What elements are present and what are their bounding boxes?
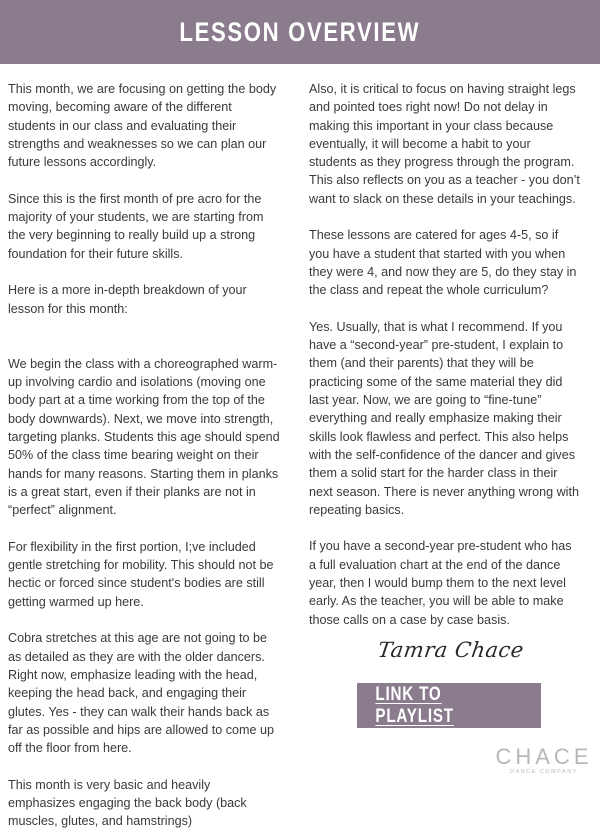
left-paragraph-6: Cobra stretches at this age are not going to be as detailed as they are with the older dancers. Right now, emphasize leading with the head, keeping the head back, and engaging their glutes. Yes - they can walk their hands back as far as possible and hips are allowed to come up off the floor from here. [8,631,275,756]
logo-name: CHACE [495,744,593,769]
left-paragraph-4: We begin the class with a choreographed warm-up involving cardio and isolations (moving one body part at a time working from the top of the body downwards). Next, we move into strength, targeting planks. Students this age should spend 50% of the class time bearing weight on their hands for many reasons. Starting them in planks is a great start, even if their planks are not in “perfect” alignment. [8,356,280,518]
left-column [8,80,280,831]
page-title: LESSON OVERVIEW [179,16,421,47]
link-to-playlist-button[interactable] [357,683,541,728]
left-paragraph-1: This month, we are focusing on getting the body moving, becoming aware of the different students in our class and evaluating their strengths and weaknesses so we can plan our future lessons accordingly. [8,82,277,170]
right-paragraph-3: Yes. Usually, that is what I recommend. If you have a “second-year” pre-student, I explain to them (and their parents) that they will be practicing some of the same material they did last year. Now, we are going to “fine-tune” everything and really emphasize making their skills look flawless and perfect. This also helps with the self-confidence of the dancer and gives them a solid start for the harder class in their next season. There is never anything wrong with repeating basics. [309,319,579,517]
right-paragraph-4: If you have a second-year pre-student who has a full evaluation chart at the end of the dance year, then I would bump them to the next level early. As the teacher, you will be able to make those calls on a case by case basis. [309,539,572,627]
logo-subtitle: DANCE COMPANY [510,769,578,775]
chace-logo [494,744,594,775]
right-column [309,80,581,629]
link-to-playlist-label: LINK TO PLAYLIST [375,683,454,727]
right-paragraph-2: These lessons are catered for ages 4-5, so if you have a student that started with you when they were 4, and now they are 5, do they stay in the class and repeat the whole curriculum? [309,228,577,298]
right-paragraph-1: Also, it is critical to focus on having straight legs and pointed toes right now! Do not delay in making this important in your class because eventually, it will become a habit to your students as they progress through the program. This also reflects on you as a teacher - you don’t want to slack on these details in your teachings. [309,82,580,206]
left-paragraph-2: Since this is the first month of pre acro for the majority of your students, we are starting from the very beginning to really build up a strong foundation for their future skills. [8,191,264,261]
header-banner [0,0,600,64]
left-paragraph-5: For flexibility in the first portion, I;ve included gentle stretching for mobility. This should not be hectic or forced since student's bodies are still getting warmed up here. [8,539,274,609]
left-paragraph-3: Here is a more in-depth breakdown of your lesson for this month: [8,283,247,316]
signature: Tamra Chace [376,638,526,662]
left-paragraph-7: This month is very basic and heavily emphasizes engaging the back body (back muscles, glutes, and hamstrings) [8,777,247,829]
